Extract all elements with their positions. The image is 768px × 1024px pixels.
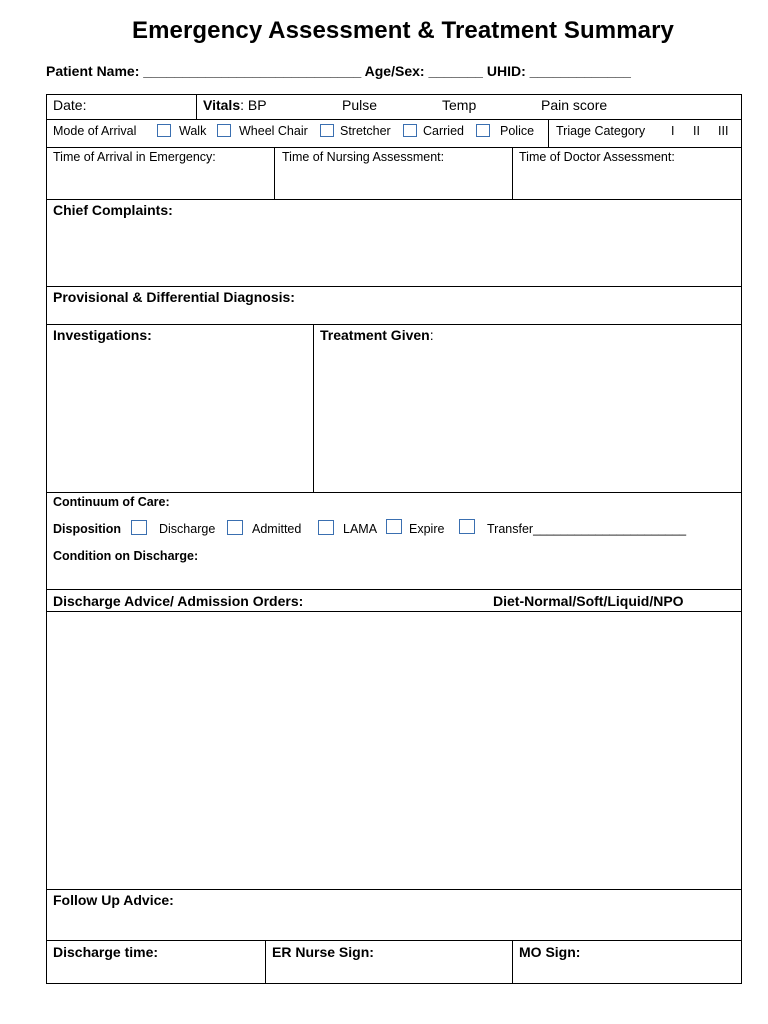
arrival-walk-label: Walk: [179, 124, 207, 138]
disposition-lama-label: LAMA: [343, 522, 378, 536]
pulse-label: Pulse: [342, 97, 378, 113]
patient-name-label: Patient Name:: [46, 63, 140, 79]
transfer-destination-field[interactable]: ______________________: [533, 522, 687, 536]
row-divider: [46, 889, 742, 890]
disposition-label: Disposition: [53, 522, 122, 536]
treatment-given-label: Treatment Given: [320, 327, 430, 343]
chief-complaints-label: Chief Complaints:: [53, 202, 173, 218]
patient-info-line: [46, 63, 631, 79]
col-divider: [548, 119, 549, 148]
disposition-expire-label: Expire: [409, 522, 445, 536]
vitals-group: [203, 97, 267, 113]
row-divider: [46, 119, 742, 120]
age-sex-field[interactable]: _______: [428, 63, 483, 79]
table-border-right: [741, 94, 742, 984]
disposition-transfer-label: Transfer: [487, 522, 534, 536]
disposition-expire-checkbox[interactable]: [386, 519, 402, 534]
follow-up-advice-label: Follow Up Advice:: [53, 892, 174, 908]
diagnosis-label: Provisional & Differential Diagnosis:: [53, 289, 295, 305]
discharge-time-label: Discharge time:: [53, 944, 159, 960]
col-divider: [512, 147, 513, 200]
bp-label: : BP: [240, 97, 267, 113]
form-title: Emergency Assessment & Treatment Summary: [131, 17, 674, 44]
row-divider: [46, 199, 742, 200]
arrival-carried-checkbox[interactable]: [403, 124, 417, 137]
disposition-transfer-group: [487, 522, 686, 536]
er-nurse-sign-label: ER Nurse Sign:: [272, 944, 374, 960]
investigations-label: Investigations:: [53, 327, 152, 343]
arrival-wheelchair-checkbox[interactable]: [217, 124, 231, 137]
diet-options-label: Diet-Normal/Soft/Liquid/NPO: [493, 593, 684, 609]
temp-label: Temp: [442, 97, 477, 113]
continuum-of-care-label: Continuum of Care:: [53, 495, 170, 509]
date-label: Date:: [53, 97, 87, 113]
time-arrival-emergency-label: Time of Arrival in Emergency:: [53, 150, 216, 164]
triage-category-label: Triage Category: [556, 124, 646, 138]
arrival-carried-label: Carried: [423, 124, 464, 138]
row-divider: [46, 940, 742, 941]
disposition-admitted-checkbox[interactable]: [227, 520, 243, 535]
col-divider: [313, 324, 314, 493]
triage-level-1[interactable]: I: [671, 124, 675, 138]
row-divider: [46, 286, 742, 287]
disposition-lama-checkbox[interactable]: [318, 520, 334, 535]
age-sex-label: Age/Sex:: [364, 63, 425, 79]
row-divider: [46, 147, 742, 148]
col-divider: [512, 940, 513, 984]
arrival-walk-checkbox[interactable]: [157, 124, 171, 137]
treatment-given-group: [320, 327, 434, 343]
table-border-bottom: [46, 983, 742, 984]
mo-sign-label: MO Sign:: [519, 944, 581, 960]
arrival-police-checkbox[interactable]: [476, 124, 490, 137]
discharge-advice-label: Discharge Advice/ Admission Orders:: [53, 593, 304, 609]
table-border-left: [46, 94, 47, 984]
condition-on-discharge-label: Condition on Discharge:: [53, 549, 199, 563]
triage-level-3[interactable]: III: [718, 124, 729, 138]
time-nursing-assessment-label: Time of Nursing Assessment:: [282, 150, 445, 164]
pain-score-label: Pain score: [541, 97, 608, 113]
arrival-stretcher-checkbox[interactable]: [320, 124, 334, 137]
col-divider: [196, 94, 197, 120]
uhid-field[interactable]: _____________: [529, 63, 631, 79]
time-doctor-assessment-label: Time of Doctor Assessment:: [519, 150, 675, 164]
arrival-wheelchair-label: Wheel Chair: [239, 124, 308, 138]
row-divider: [46, 611, 742, 612]
disposition-discharge-label: Discharge: [159, 522, 216, 536]
arrival-stretcher-label: Stretcher: [340, 124, 391, 138]
row-divider: [46, 324, 742, 325]
col-divider: [265, 940, 266, 984]
uhid-label: UHID:: [486, 63, 526, 79]
disposition-transfer-checkbox[interactable]: [459, 519, 475, 534]
arrival-police-label: Police: [500, 124, 535, 138]
patient-name-field[interactable]: ____________________________: [143, 63, 362, 79]
disposition-admitted-label: Admitted: [252, 522, 302, 536]
col-divider: [274, 147, 275, 200]
vitals-label: Vitals: [203, 97, 241, 113]
triage-level-2[interactable]: II: [693, 124, 700, 138]
row-divider: [46, 492, 742, 493]
mode-of-arrival-label: Mode of Arrival: [53, 124, 137, 138]
row-divider: [46, 589, 742, 590]
table-border-top: [46, 94, 742, 95]
treatment-given-colon: :: [429, 327, 434, 343]
disposition-discharge-checkbox[interactable]: [131, 520, 147, 535]
